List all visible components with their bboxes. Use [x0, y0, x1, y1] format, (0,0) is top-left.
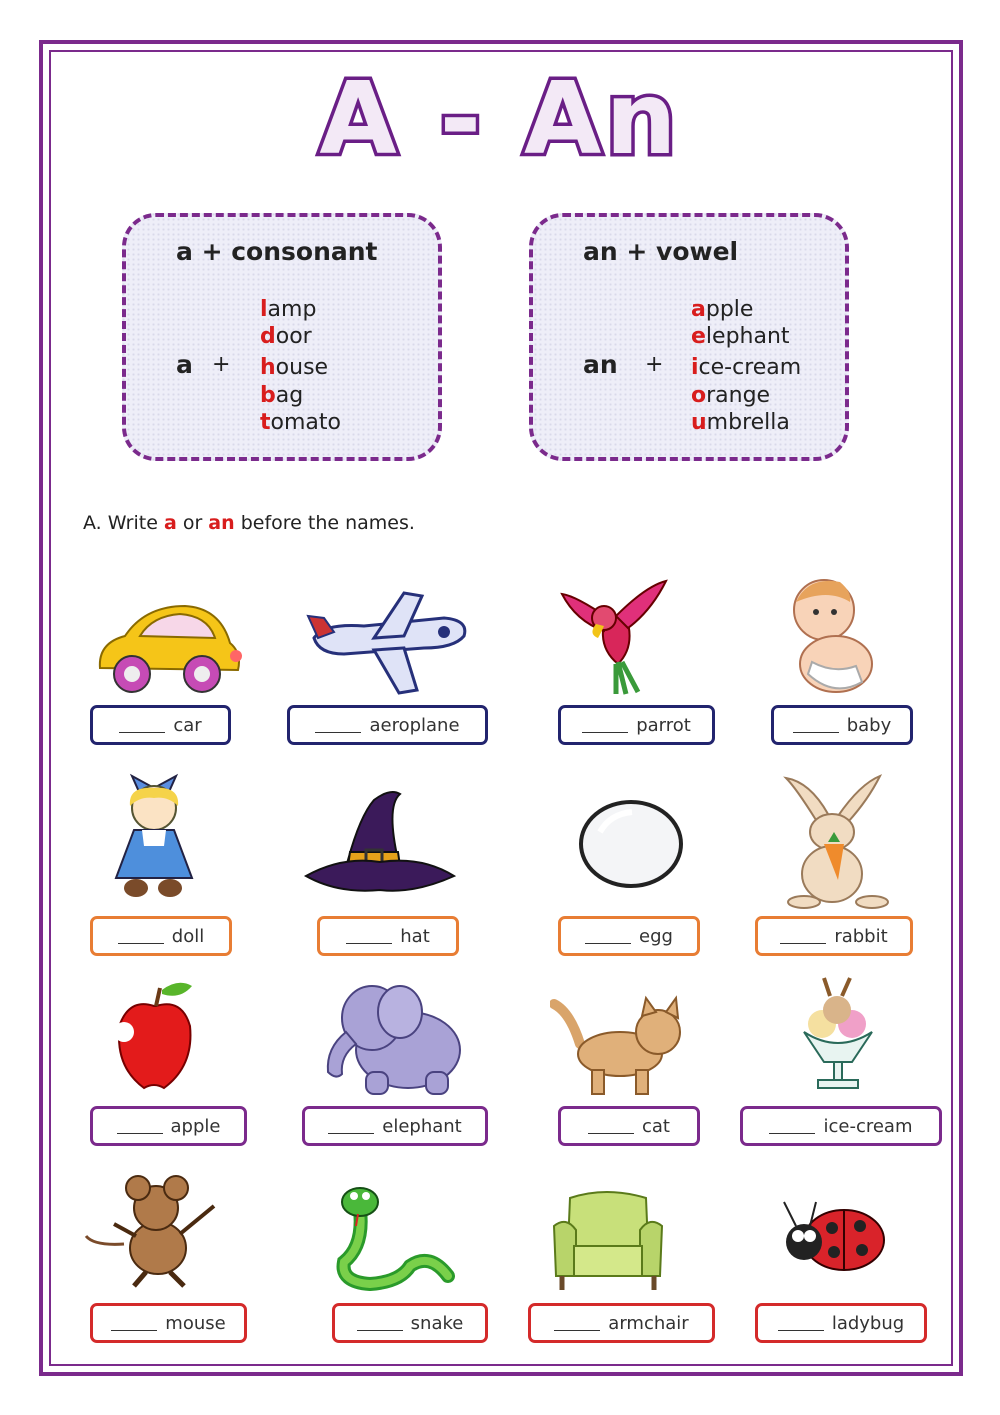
vowel-word: elephant	[691, 324, 790, 349]
page-title	[0, 60, 1000, 177]
vowel-word: orange	[691, 383, 771, 408]
answer-blank[interactable]	[117, 1119, 163, 1134]
item-word: car	[173, 714, 202, 736]
answer-blank[interactable]	[315, 718, 361, 733]
vowel-word: umbrella	[691, 410, 790, 435]
answer-blank[interactable]	[118, 929, 164, 944]
answer-blank[interactable]	[346, 929, 392, 944]
answer-box-ladybug[interactable]	[755, 1303, 927, 1343]
answer-blank[interactable]	[769, 1119, 815, 1134]
answer-box-cat[interactable]	[558, 1106, 700, 1146]
item-word: apple	[170, 1115, 221, 1137]
answer-blank[interactable]	[780, 929, 826, 944]
doll-icon	[106, 766, 202, 902]
answer-box-snake[interactable]	[332, 1303, 488, 1343]
vowel-word: ice-cream	[691, 355, 802, 380]
title-dash: -	[439, 60, 486, 177]
title-a: A	[319, 60, 401, 177]
answer-box-elephant[interactable]	[302, 1106, 488, 1146]
answer-box-mouse[interactable]	[90, 1303, 247, 1343]
title-an: An	[523, 60, 681, 177]
consonant-word: bag	[260, 383, 304, 408]
vowel-rule-article: an	[583, 350, 618, 379]
car-icon	[90, 598, 246, 698]
consonant-rule-box	[122, 213, 442, 461]
consonant-word: tomato	[260, 410, 341, 435]
apple-icon	[110, 976, 200, 1096]
item-word: elephant	[382, 1115, 462, 1137]
answer-box-armchair[interactable]	[528, 1303, 715, 1343]
aeroplane-icon	[304, 588, 470, 698]
item-word: cat	[642, 1115, 670, 1137]
parrot-icon	[556, 576, 672, 700]
snake-icon	[330, 1180, 460, 1296]
answer-blank[interactable]	[554, 1316, 600, 1331]
consonant-word: lamp	[260, 297, 317, 322]
answer-box-baby[interactable]	[771, 705, 913, 745]
answer-box-ice-cream[interactable]	[740, 1106, 942, 1146]
exercise-instruction: A. Write a or an before the names.	[83, 512, 415, 534]
answer-blank[interactable]	[793, 718, 839, 733]
answer-box-doll[interactable]	[90, 916, 232, 956]
answer-box-rabbit[interactable]	[755, 916, 913, 956]
answer-box-parrot[interactable]	[558, 705, 715, 745]
answer-blank[interactable]	[111, 1316, 157, 1331]
answer-blank[interactable]	[588, 1119, 634, 1134]
ice-cream-icon	[790, 976, 886, 1096]
item-word: hat	[400, 925, 430, 947]
answer-blank[interactable]	[357, 1316, 403, 1331]
answer-blank[interactable]	[119, 718, 165, 733]
item-word: armchair	[608, 1312, 689, 1334]
answer-box-apple[interactable]	[90, 1106, 247, 1146]
mouse-icon	[84, 1174, 224, 1290]
elephant-icon	[316, 976, 476, 1100]
hat-icon	[302, 786, 458, 896]
consonant-rule-plus: +	[212, 352, 231, 377]
item-word: aeroplane	[369, 714, 460, 736]
answer-box-car[interactable]	[90, 705, 231, 745]
item-word: rabbit	[834, 925, 888, 947]
answer-blank[interactable]	[778, 1316, 824, 1331]
cat-icon	[550, 992, 690, 1098]
item-word: mouse	[165, 1312, 226, 1334]
vowel-rule-plus: +	[645, 352, 664, 377]
item-word: snake	[410, 1312, 464, 1334]
armchair-icon	[546, 1186, 670, 1296]
item-word: baby	[846, 714, 892, 736]
answer-blank[interactable]	[582, 718, 628, 733]
rabbit-icon	[780, 770, 896, 910]
vowel-rule-heading: an + vowel	[583, 237, 739, 266]
vowel-rule-box	[529, 213, 849, 461]
egg-icon	[576, 796, 686, 892]
answer-box-aeroplane[interactable]	[287, 705, 488, 745]
item-word: egg	[639, 925, 673, 947]
consonant-word: door	[260, 324, 312, 349]
item-word: parrot	[636, 714, 691, 736]
answer-box-egg[interactable]	[558, 916, 700, 956]
consonant-rule-heading: a + consonant	[176, 237, 378, 266]
consonant-rule-article: a	[176, 350, 193, 379]
item-word: ladybug	[831, 1312, 905, 1334]
item-word: ice-cream	[823, 1115, 913, 1137]
answer-blank[interactable]	[328, 1119, 374, 1134]
item-word: doll	[171, 925, 205, 947]
consonant-word: house	[260, 355, 329, 380]
ladybug-icon	[776, 1196, 892, 1286]
baby-icon	[778, 574, 886, 700]
answer-box-hat[interactable]	[317, 916, 459, 956]
answer-blank[interactable]	[585, 929, 631, 944]
vowel-word: apple	[691, 297, 754, 322]
